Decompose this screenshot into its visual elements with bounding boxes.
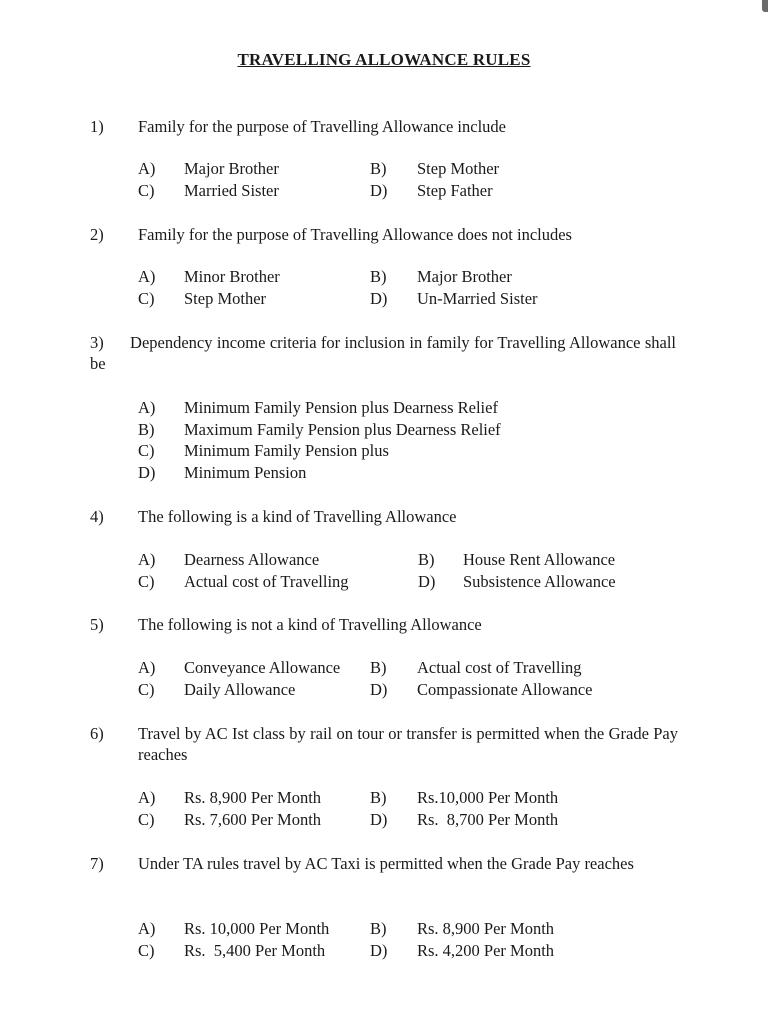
question-text: Dependency income criteria for inclusion in family for Travelling Allowance shall be (90, 333, 677, 373)
option-text: Major Brother (184, 159, 279, 178)
document-title: TRAVELLING ALLOWANCE RULES (237, 50, 531, 69)
question-number: 4) (90, 507, 104, 526)
option-label: D) (138, 463, 156, 482)
option-label: D) (370, 181, 388, 200)
option-text: Maximum Family Pension plus Dearness Relief (184, 420, 501, 439)
option-label: A) (138, 919, 156, 938)
option-text: Daily Allowance (184, 680, 296, 699)
option-label: A) (138, 550, 156, 569)
question-number: 1) (90, 117, 104, 136)
option-label: C) (138, 441, 155, 460)
option-text: Compassionate Allowance (417, 680, 593, 699)
option-text: Conveyance Allowance (184, 658, 341, 677)
option-text: Step Mother (417, 159, 500, 178)
option-label: B) (418, 550, 435, 569)
option-label: C) (138, 572, 155, 591)
question-text: The following is a kind of Travelling Allowance (138, 507, 457, 526)
question-text: Under TA rules travel by AC Taxi is permitted when the Grade Pay reaches (138, 854, 634, 873)
option-text: Actual cost of Travelling (417, 658, 582, 677)
option-label: D) (370, 941, 388, 960)
option-label: B) (138, 420, 155, 439)
option-label: C) (138, 289, 155, 308)
option-text: Rs. 8,900 Per Month (184, 788, 322, 807)
question-text: Travel by AC Ist class by rail on tour or transfer is permitted when the Grade Pay reaches (138, 724, 678, 764)
option-text: Major Brother (417, 267, 512, 286)
question-number: 7) (90, 854, 104, 873)
option-label: C) (138, 680, 155, 699)
option-text: Step Father (417, 181, 493, 200)
option-label: D) (370, 289, 388, 308)
option-label: C) (138, 941, 155, 960)
option-text: House Rent Allowance (463, 550, 616, 569)
option-label: B) (370, 788, 387, 807)
option-label: C) (138, 810, 155, 829)
option-text: Actual cost of Travelling (184, 572, 349, 591)
question-number: 3) (90, 333, 104, 352)
page-edge-mark (762, 0, 768, 12)
option-text: Minimum Family Pension plus (184, 441, 389, 460)
question-number: 2) (90, 225, 104, 244)
option-text: Rs. 8,700 Per Month (417, 810, 559, 829)
option-label: B) (370, 658, 387, 677)
option-text: Rs. 10,000 Per Month (184, 919, 330, 938)
option-text: Minor Brother (184, 267, 280, 286)
option-text: Subsistence Allowance (463, 572, 616, 591)
option-label: D) (370, 810, 388, 829)
option-label: A) (138, 658, 156, 677)
question-3 (90, 332, 676, 374)
option-text: Rs. 8,900 Per Month (417, 919, 555, 938)
option-label: D) (370, 680, 388, 699)
question-number: 6) (90, 724, 104, 743)
option-text: Rs. 7,600 Per Month (184, 810, 322, 829)
option-text: Rs. 4,200 Per Month (417, 941, 555, 960)
option-text: Rs.10,000 Per Month (417, 788, 559, 807)
option-text: Rs. 5,400 Per Month (184, 941, 326, 960)
option-label: A) (138, 159, 156, 178)
option-text: Dearness Allowance (184, 550, 320, 569)
option-label: A) (138, 267, 156, 286)
option-text: Married Sister (184, 181, 279, 200)
question-text: Family for the purpose of Travelling Allowance include (138, 117, 506, 136)
option-label: B) (370, 919, 387, 938)
option-label: C) (138, 181, 155, 200)
option-label: A) (138, 788, 156, 807)
option-text: Minimum Pension (184, 463, 307, 482)
option-label: B) (370, 159, 387, 178)
option-text: Un-Married Sister (417, 289, 538, 308)
option-label: A) (138, 398, 156, 417)
option-label: B) (370, 267, 387, 286)
question-text: The following is not a kind of Travelling Allowance (138, 615, 482, 634)
option-text: Step Mother (184, 289, 267, 308)
option-text: Minimum Family Pension plus Dearness Relief (184, 398, 498, 417)
question-text: Family for the purpose of Travelling Allowance does not includes (138, 225, 572, 244)
option-label: D) (418, 572, 436, 591)
question-number: 5) (90, 615, 104, 634)
